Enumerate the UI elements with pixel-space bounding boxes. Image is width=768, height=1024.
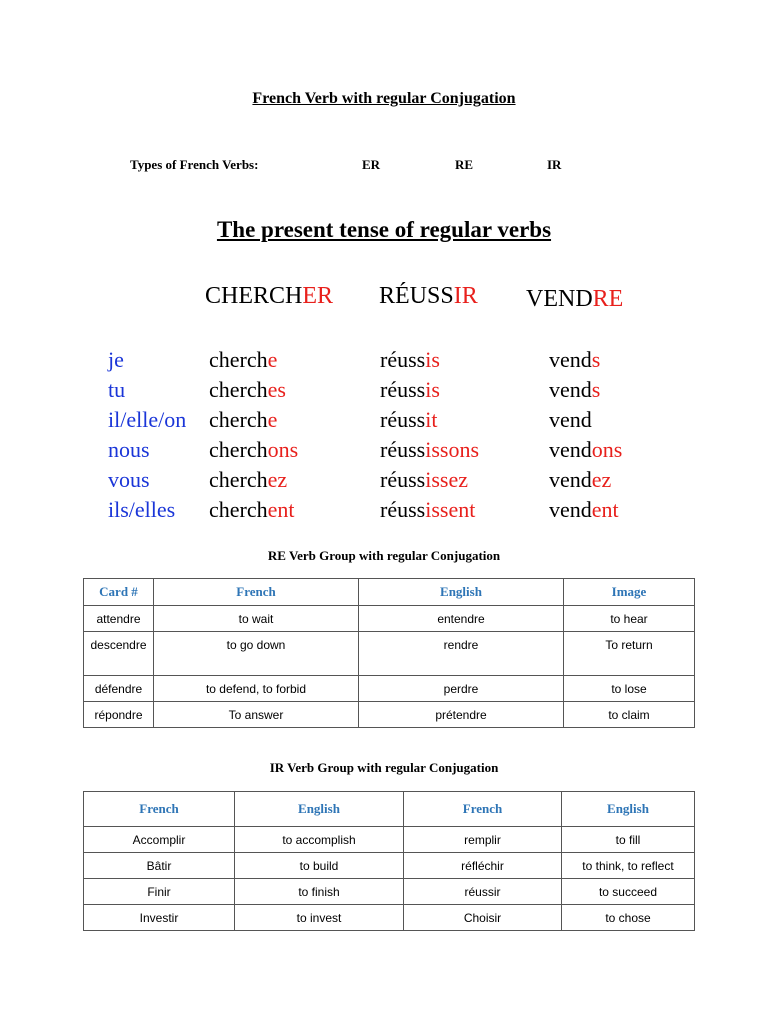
conjugation-ending: e [267,347,278,372]
conjugated-form [549,435,622,465]
table-cell: To return [564,632,695,676]
table-cell: to succeed [562,879,695,905]
re-verb-table [83,578,695,728]
table-cell: to hear [564,606,695,632]
conjugation-stem: réuss [380,377,426,402]
conjugation-column-vendre [549,345,622,525]
conjugation-stem: cherch [209,437,268,462]
conjugation-stem: réuss [380,497,426,522]
conjugation-stem: vend [549,407,592,432]
verb-type-er: ER [362,157,381,172]
pronoun: ils/elles [108,497,176,522]
table-cell: défendre [84,676,154,702]
verb-heading-reussir [379,283,478,310]
conjugated-form [209,435,298,465]
conjugated-form [209,375,298,405]
conjugation-stem: réuss [380,467,426,492]
verb-ending: IR [453,283,478,309]
conjugated-form [549,405,622,435]
conjugation-stem: réuss [380,347,426,372]
table-row [84,606,695,632]
conjugation-ending: ons [591,437,623,462]
table-cell: to think, to reflect [562,853,695,879]
conjugation-ending: issent [425,497,476,522]
conjugation-stem: vend [549,497,592,522]
conjugation-ending: issons [425,437,480,462]
table-header-row [84,579,695,606]
verb-heading-chercher [205,283,333,310]
pronoun: il/elle/on [108,407,187,432]
table-cell: Investir [84,905,235,931]
table-cell: To answer [154,702,359,728]
table-cell: to defend, to forbid [154,676,359,702]
pronoun: vous [108,467,150,492]
conjugation-stem: vend [549,467,592,492]
table-cell: rendre [359,632,564,676]
conjugated-form [549,495,622,525]
conjugation-stem: réuss [380,407,426,432]
conjugation-ending: issez [425,467,468,492]
pronoun: tu [108,377,126,402]
conjugated-form [380,465,479,495]
table-header-row [84,792,695,827]
table-cell: attendre [84,606,154,632]
conjugation-ending: is [425,347,440,372]
table-cell: descendre [84,632,154,676]
conjugated-form [209,405,298,435]
conjugated-form [380,345,479,375]
table-cell: Bâtir [84,853,235,879]
conjugation-stem: vend [549,347,592,372]
column-header: Image [564,579,695,606]
present-tense-title: The present tense of regular verbs [216,217,552,242]
conjugation-stem: cherch [209,377,268,402]
verb-stem: CHERCH [205,283,303,309]
conjugation-stem: cherch [209,497,268,522]
conjugated-form [209,495,298,525]
table-row [84,879,695,905]
conjugation-stem: cherch [209,467,268,492]
conjugated-form [209,465,298,495]
table-row [84,632,695,676]
column-header: French [404,792,562,827]
table-cell: to accomplish [235,827,404,853]
conjugation-ending: s [591,347,601,372]
conjugation-stem: cherch [209,347,268,372]
conjugation-ending: is [425,377,440,402]
table-cell: perdre [359,676,564,702]
table-cell: Accomplir [84,827,235,853]
conjugated-form [549,465,622,495]
table-cell: to claim [564,702,695,728]
conjugation-ending: ez [267,467,288,492]
conjugation-stem: cherch [209,407,268,432]
verb-stem: RÉUSS [379,283,454,309]
conjugated-form [209,345,298,375]
table-cell: répondre [84,702,154,728]
conjugated-form [380,375,479,405]
verb-ending: RE [592,286,624,312]
table-row [84,702,695,728]
ir-verb-table [83,791,695,931]
conjugation-ending: ent [267,497,295,522]
column-header: English [359,579,564,606]
conjugation-ending: es [267,377,286,402]
conjugation-column-chercher [209,345,298,525]
table-cell: Finir [84,879,235,905]
column-header: French [154,579,359,606]
pronoun: nous [108,437,150,462]
conjugation-stem: vend [549,437,592,462]
table-cell: to wait [154,606,359,632]
table-cell: to go down [154,632,359,676]
conjugated-form [380,435,479,465]
table-row [84,676,695,702]
conjugated-form [549,375,622,405]
table-cell: réussir [404,879,562,905]
pronoun: je [108,347,124,372]
pronoun-column [108,345,186,525]
conjugation-ending: ons [267,437,299,462]
verb-type-ir: IR [547,157,562,172]
table-cell: réfléchir [404,853,562,879]
table-cell: to chose [562,905,695,931]
table-row [84,853,695,879]
conjugated-form [380,405,479,435]
table-cell: entendre [359,606,564,632]
conjugation-ending: ez [591,467,612,492]
column-header: English [235,792,404,827]
column-header: Card # [84,579,154,606]
conjugation-ending: it [425,407,438,432]
verb-types-label: Types of French Verbs: [130,157,259,172]
conjugation-ending: s [591,377,601,402]
conjugation-stem: réuss [380,437,426,462]
conjugation-ending: e [267,407,278,432]
table-cell: remplir [404,827,562,853]
table-cell: prétendre [359,702,564,728]
table-cell: to invest [235,905,404,931]
document-title: French Verb with regular Conjugation [252,90,516,107]
table-cell: to finish [235,879,404,905]
verb-type-re: RE [455,157,474,172]
table-cell: Choisir [404,905,562,931]
verb-ending: ER [302,283,334,309]
conjugation-ending: ent [591,497,619,522]
column-header: French [84,792,235,827]
table-cell: to lose [564,676,695,702]
verb-heading-vendre [526,286,623,313]
ir-table-caption: IR Verb Group with regular Conjugation [269,760,499,775]
conjugated-form [549,345,622,375]
column-header: English [562,792,695,827]
table-row [84,827,695,853]
conjugation-stem: vend [549,377,592,402]
table-cell: to build [235,853,404,879]
table-cell: to fill [562,827,695,853]
table-row [84,905,695,931]
conjugated-form [380,495,479,525]
verb-stem: VEND [526,286,593,312]
conjugation-column-reussir [380,345,479,525]
re-table-caption: RE Verb Group with regular Conjugation [267,548,501,563]
